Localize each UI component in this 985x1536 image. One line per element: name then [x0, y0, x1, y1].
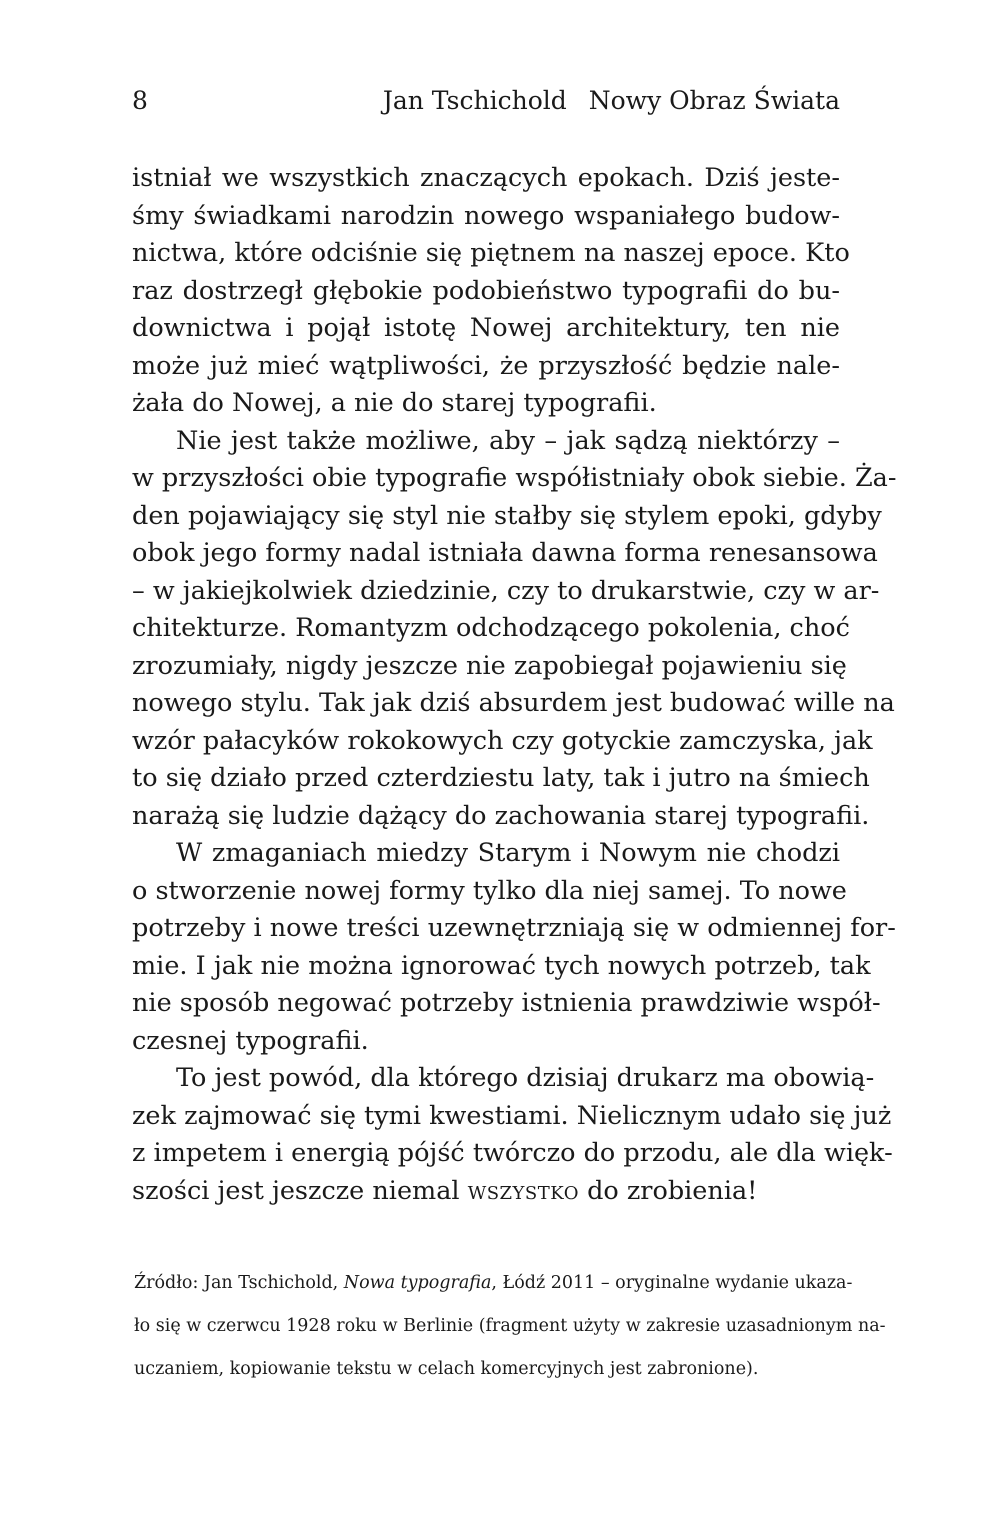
source-footnote	[134, 1262, 886, 1391]
text-line: nowego stylu. Tak jak dziś absurdem jest budować wille na	[132, 688, 895, 718]
text-line: o stworzenie nowej formy tylko dla niej samej. To nowe	[132, 875, 847, 906]
text-line: w przyszłości obie typografie współistniały obok siebie. Ża-	[132, 463, 897, 493]
text-segment: szości jest jeszcze niemal	[132, 1175, 468, 1206]
paragraph	[132, 160, 850, 423]
footnote-text: , Łódź 2011 – oryginalne wydanie ukaza-	[491, 1273, 853, 1293]
text-line: czesnej typografii.	[132, 1025, 369, 1056]
text-line: mie. I jak nie można ignorować tych nowych potrzeb, tak	[132, 950, 871, 981]
paragraph	[132, 423, 897, 836]
text-line: zek zajmować się tymi kwestiami. Nielicznym udało się już	[132, 1100, 892, 1131]
text-line: potrzeby i nowe treści uzewnętrzniają się w odmiennej for-	[132, 913, 896, 943]
text-line: zrozumiały, nigdy jeszcze nie zapobiegał pojawieniu się	[132, 650, 847, 681]
text-line	[132, 1173, 840, 1211]
text-line: żała do Nowej, a nie do starej typografii.	[132, 388, 657, 418]
text-line: To jest powód, dla którego dzisiaj drukarz ma obowią-	[176, 1063, 875, 1093]
footnote-line	[134, 1262, 853, 1305]
text-line: wzór pałacyków rokokowych czy gotyckie zamczyska, jak	[132, 725, 873, 756]
emphasis-smallcaps: wszystko	[467, 1175, 579, 1206]
text-line: obok jego formy nadal istniała dawna forma renesansowa	[132, 538, 878, 568]
paragraph	[132, 835, 896, 1060]
footnote-text: Źródło: Jan Tschichold,	[134, 1273, 344, 1293]
text-line: den pojawiający się styl nie stałby się stylem epoki, gdyby	[132, 500, 882, 531]
book-title: Nowa typografia	[343, 1273, 492, 1293]
footnote-line: ło się w czerwcu 1928 roku w Berlinie (fragment użyty w zakresie uzasadnionym na-	[134, 1316, 886, 1336]
text-line: – w jakiejkolwiek dziedzinie, czy to drukarstwie, czy w ar-	[132, 575, 880, 606]
text-line: z impetem i energią pójść twórczo do przodu, ale dla więk-	[132, 1138, 893, 1168]
text-line: nictwa, które odciśnie się piętnem na naszej epoce. Kto	[132, 238, 850, 268]
text-line: może już mieć wątpliwości, że przyszłość będzie nale-	[132, 350, 840, 381]
text-line: downictwa i pojął istotę Nowej architektury, ten nie	[132, 313, 840, 343]
text-line: narażą się ludzie dążący do zachowania starej typografii.	[132, 800, 870, 831]
running-head	[383, 86, 840, 115]
header-author: Jan Tschichold	[382, 86, 567, 115]
text-line: W zmaganiach miedzy Starym i Nowym nie chodzi	[176, 838, 840, 868]
text-line: raz dostrzegł głębokie podobieństwo typografii do bu-	[132, 275, 840, 306]
paragraph	[132, 1060, 893, 1210]
text-line: istniał we wszystkich znaczących epokach. Dziś jeste-	[132, 163, 840, 193]
text-line: to się działo przed czterdziestu laty, tak i jutro na śmiech	[132, 763, 870, 793]
text-line: chitekturze. Romantyzm odchodzącego pokolenia, choć	[132, 613, 850, 643]
text-line: nie sposób negować potrzeby istnienia prawdziwie współ-	[132, 988, 881, 1018]
footnote-line: uczaniem, kopiowanie tekstu w celach komercyjnych jest zabronione).	[134, 1359, 759, 1379]
text-line: śmy świadkami narodzin nowego wspaniałego budow-	[132, 200, 840, 231]
running-header	[132, 86, 840, 126]
body-text	[132, 160, 897, 1210]
header-title: Nowy Obraz Świata	[588, 86, 840, 115]
text-segment: do zrobienia!	[578, 1175, 758, 1206]
page-number: 8	[132, 86, 148, 115]
text-line: Nie jest także możliwe, aby – jak sądzą niektórzy –	[176, 425, 840, 456]
